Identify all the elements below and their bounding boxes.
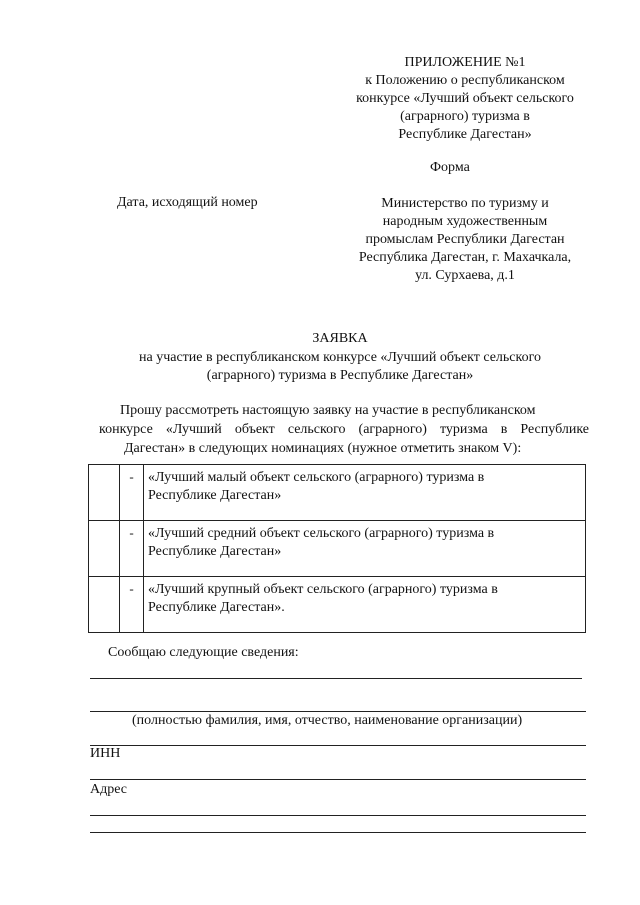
appendix-title: ПРИЛОЖЕНИЕ №1 (404, 55, 526, 70)
nomination-checkbox[interactable] (89, 521, 120, 577)
address-input-line[interactable] (90, 815, 586, 816)
inn-label: ИНН (90, 746, 121, 761)
appendix-line: (аграрного) туризма в (400, 109, 530, 124)
appendix-line: к Положению о республиканском (365, 73, 565, 88)
request-paragraph (99, 401, 589, 458)
ministry-line: Республика Дагестан, г. Махачкала, (358, 250, 572, 265)
nomination-dash: - (120, 521, 144, 577)
fio-input-line[interactable] (90, 678, 582, 679)
fio-input-line-3[interactable] (90, 745, 586, 746)
ministry-line: Министерство по туризму и (381, 196, 549, 211)
request-line: Дагестан» в следующих номинациях (нужное отметить знаком V): (124, 441, 522, 456)
address-label: Адрес (90, 782, 128, 797)
nomination-line: Республике Дагестан» (148, 488, 282, 503)
ministry-line: ул. Сурхаева, д.1 (415, 268, 515, 283)
nomination-text (144, 465, 586, 521)
application-subtitle (100, 349, 580, 385)
nomination-row (89, 577, 586, 633)
appendix-block (330, 54, 600, 144)
date-number-label: Дата, исходящий номер (117, 195, 258, 210)
nomination-line: «Лучший средний объект сельского (аграрного) туризма в (148, 526, 495, 541)
inn-input-line[interactable] (90, 779, 586, 780)
nomination-line: «Лучший малый объект сельского (аграрного) туризма в (148, 470, 485, 485)
nomination-row (89, 465, 586, 521)
subtitle-line: на участие в республиканском конкурсе «Лучший объект сельского (138, 350, 541, 365)
nomination-line: Республике Дагестан» (148, 544, 282, 559)
nomination-row (89, 521, 586, 577)
request-line: конкурсе «Лучший объект сельского (аграрного) туризма в Республике (99, 422, 589, 437)
form-label: Форма (430, 160, 470, 175)
nomination-text (144, 577, 586, 633)
details-intro: Сообщаю следующие сведения: (108, 645, 299, 660)
nomination-dash: - (120, 577, 144, 633)
nomination-checkbox[interactable] (89, 465, 120, 521)
nomination-dash: - (120, 465, 144, 521)
nomination-checkbox[interactable] (89, 577, 120, 633)
nomination-line: «Лучший крупный объект сельского (аграрного) туризма в (148, 582, 498, 597)
ministry-address (340, 195, 590, 285)
fio-input-line-2[interactable] (90, 711, 586, 712)
subtitle-line: (аграрного) туризма в Республике Дагестан» (206, 368, 474, 383)
address-input-line-2[interactable] (90, 832, 586, 833)
nomination-line: Республике Дагестан». (148, 600, 285, 615)
fio-caption: (полностью фамилия, имя, отчество, наименование организации) (132, 713, 523, 728)
ministry-line: народным художественным (382, 214, 548, 229)
nominations-table (88, 464, 586, 633)
request-line: Прошу рассмотреть настоящую заявку на участие в республиканском (120, 403, 536, 418)
nomination-text (144, 521, 586, 577)
appendix-line: конкурсе «Лучший объект сельского (356, 91, 574, 106)
application-title: ЗАЯВКА (312, 331, 368, 346)
appendix-line: Республике Дагестан» (398, 127, 532, 142)
ministry-line: промыслам Республики Дагестан (365, 232, 565, 247)
